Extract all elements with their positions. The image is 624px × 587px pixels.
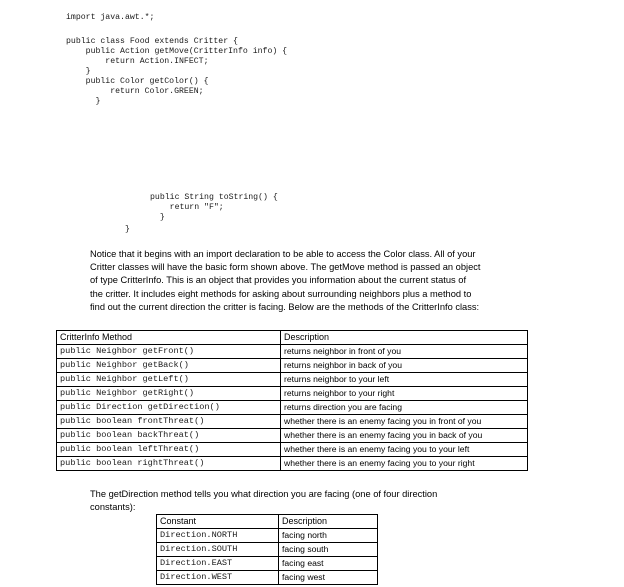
method-description: whether there is an enemy facing you in front of you [281,415,528,429]
direction-description: facing south [279,543,378,557]
method-signature: public Neighbor getBack() [57,359,281,373]
method-description: returns neighbor in front of you [281,345,528,359]
import-statement: import java.awt.*; [66,13,155,22]
method-description: whether there is an enemy facing you to your right [281,457,528,471]
table-row [57,387,528,401]
column-header-description: Description [281,331,528,345]
method-signature: public boolean leftThreat() [57,443,281,457]
direction-description: facing west [279,571,378,585]
table-row [157,571,378,585]
paragraph-line: the critter. It includes eight methods for asking about surrounding neighbors plus a method to [90,288,472,299]
table-row [57,359,528,373]
column-header-constant: Constant [157,515,279,529]
tostring-method-code: public String toString() { return "F"; } [150,193,278,222]
method-description: whether there is an enemy facing you to your left [281,443,528,457]
method-signature: public boolean frontThreat() [57,415,281,429]
paragraph-line: constants): [90,502,136,513]
table-row [57,345,528,359]
method-signature: public Neighbor getFront() [57,345,281,359]
table-row [57,429,528,443]
table-row [157,529,378,543]
method-signature: public Direction getDirection() [57,401,281,415]
direction-constant: Direction.SOUTH [157,543,279,557]
direction-description: facing east [279,557,378,571]
table-row [57,443,528,457]
method-description: returns neighbor to your right [281,387,528,401]
table-row [157,557,378,571]
direction-constants-table [156,514,378,585]
table-header-row [157,515,378,529]
class-closing-brace: } [125,225,130,234]
table-header-row [57,331,528,345]
column-header-method: CritterInfo Method [57,331,281,345]
method-signature: public boolean rightThreat() [57,457,281,471]
method-description: returns direction you are facing [281,401,528,415]
direction-description: facing north [279,529,378,543]
table-row [57,373,528,387]
table-row [57,457,528,471]
critterinfo-methods-table [56,330,528,471]
method-description: whether there is an enemy facing you in back of you [281,429,528,443]
paragraph-line: Critter classes will have the basic form shown above. The getMove method is passed an object [90,262,481,273]
method-signature: public boolean backThreat() [57,429,281,443]
method-description: returns neighbor in back of you [281,359,528,373]
column-header-description: Description [279,515,378,529]
paragraph-line: of type CritterInfo. This is an object that provides you information about the current status of [90,275,467,286]
table-row [57,415,528,429]
table-row [57,401,528,415]
food-class-code: public class Food extends Critter { public Action getMove(CritterInfo info) { return Action.INFECT; } public Color getColor() { return Color.GREEN; } [66,37,288,106]
direction-constant: Direction.NORTH [157,529,279,543]
table-row [157,543,378,557]
direction-paragraph [90,488,535,514]
paragraph-line: Notice that it begins with an import declaration to be able to access the Color class. All of your [90,249,476,259]
direction-constant: Direction.WEST [157,571,279,585]
paragraph-line: The getDirection method tells you what direction you are facing (one of four direction [90,489,438,499]
method-signature: public Neighbor getRight() [57,387,281,401]
method-description: returns neighbor to your left [281,373,528,387]
method-signature: public Neighbor getLeft() [57,373,281,387]
direction-constant: Direction.EAST [157,557,279,571]
intro-paragraph [90,248,535,314]
paragraph-line: find out the current direction the critter is facing. Below are the methods of the CritterInfo class: [90,301,480,312]
